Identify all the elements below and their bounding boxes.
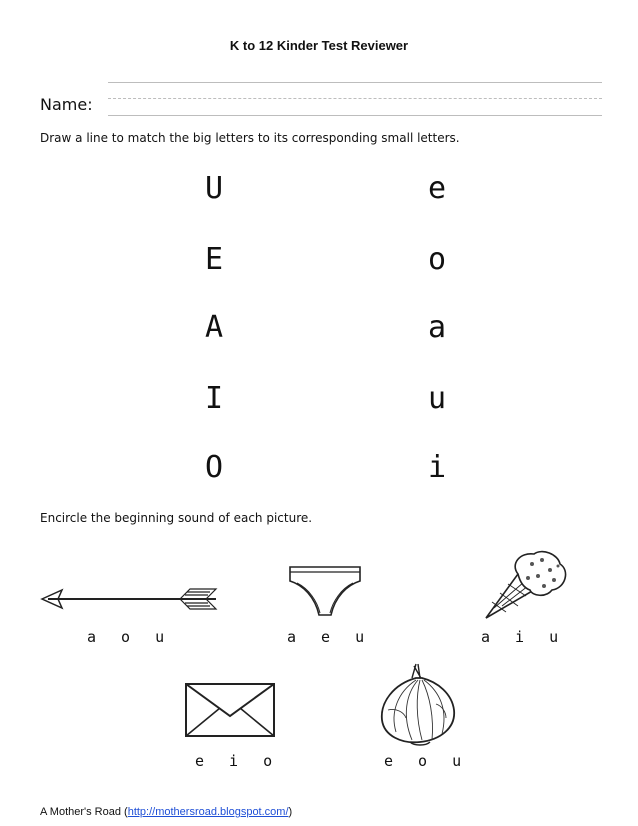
arrow-icon xyxy=(40,583,220,615)
name-line-bottom xyxy=(108,115,602,116)
options-envelope[interactable]: e i o xyxy=(195,752,274,770)
page-title: K to 12 Kinder Test Reviewer xyxy=(229,38,409,53)
small-letter-1[interactable]: e xyxy=(428,171,447,206)
match-instruction: Draw a line to match the big letters to its corresponding small letters. xyxy=(40,131,460,145)
footer-link[interactable]: http://mothersroad.blogspot.com/ xyxy=(127,806,289,818)
small-letter-5[interactable]: i xyxy=(428,450,447,485)
options-onion[interactable]: e o u xyxy=(384,752,463,770)
onion-icon xyxy=(376,660,462,746)
small-letter-3[interactable]: a xyxy=(428,310,447,345)
big-letter-2[interactable]: E xyxy=(205,242,224,277)
footer-prefix: A Mother's Road ( xyxy=(40,806,128,818)
envelope-icon xyxy=(184,682,276,738)
options-ice-cream[interactable]: a i u xyxy=(481,628,560,646)
options-underwear[interactable]: a e u xyxy=(287,628,366,646)
encircle-instruction: Encircle the beginning sound of each picture. xyxy=(40,511,313,525)
name-label: Name: xyxy=(40,95,93,114)
options-arrow[interactable]: a o u xyxy=(87,628,166,646)
small-letter-4[interactable]: u xyxy=(428,381,447,416)
footer-suffix: ) xyxy=(288,806,293,818)
ice-cream-icon xyxy=(480,548,570,624)
footer-credit xyxy=(40,806,292,818)
big-letter-3[interactable]: A xyxy=(205,310,224,345)
small-letter-2[interactable]: o xyxy=(428,242,447,277)
underwear-icon xyxy=(287,563,363,619)
name-line-dashed xyxy=(108,98,602,99)
name-line-top xyxy=(108,82,602,83)
big-letter-1[interactable]: U xyxy=(205,171,224,206)
big-letter-4[interactable]: I xyxy=(205,381,224,416)
big-letter-5[interactable]: O xyxy=(205,450,224,485)
